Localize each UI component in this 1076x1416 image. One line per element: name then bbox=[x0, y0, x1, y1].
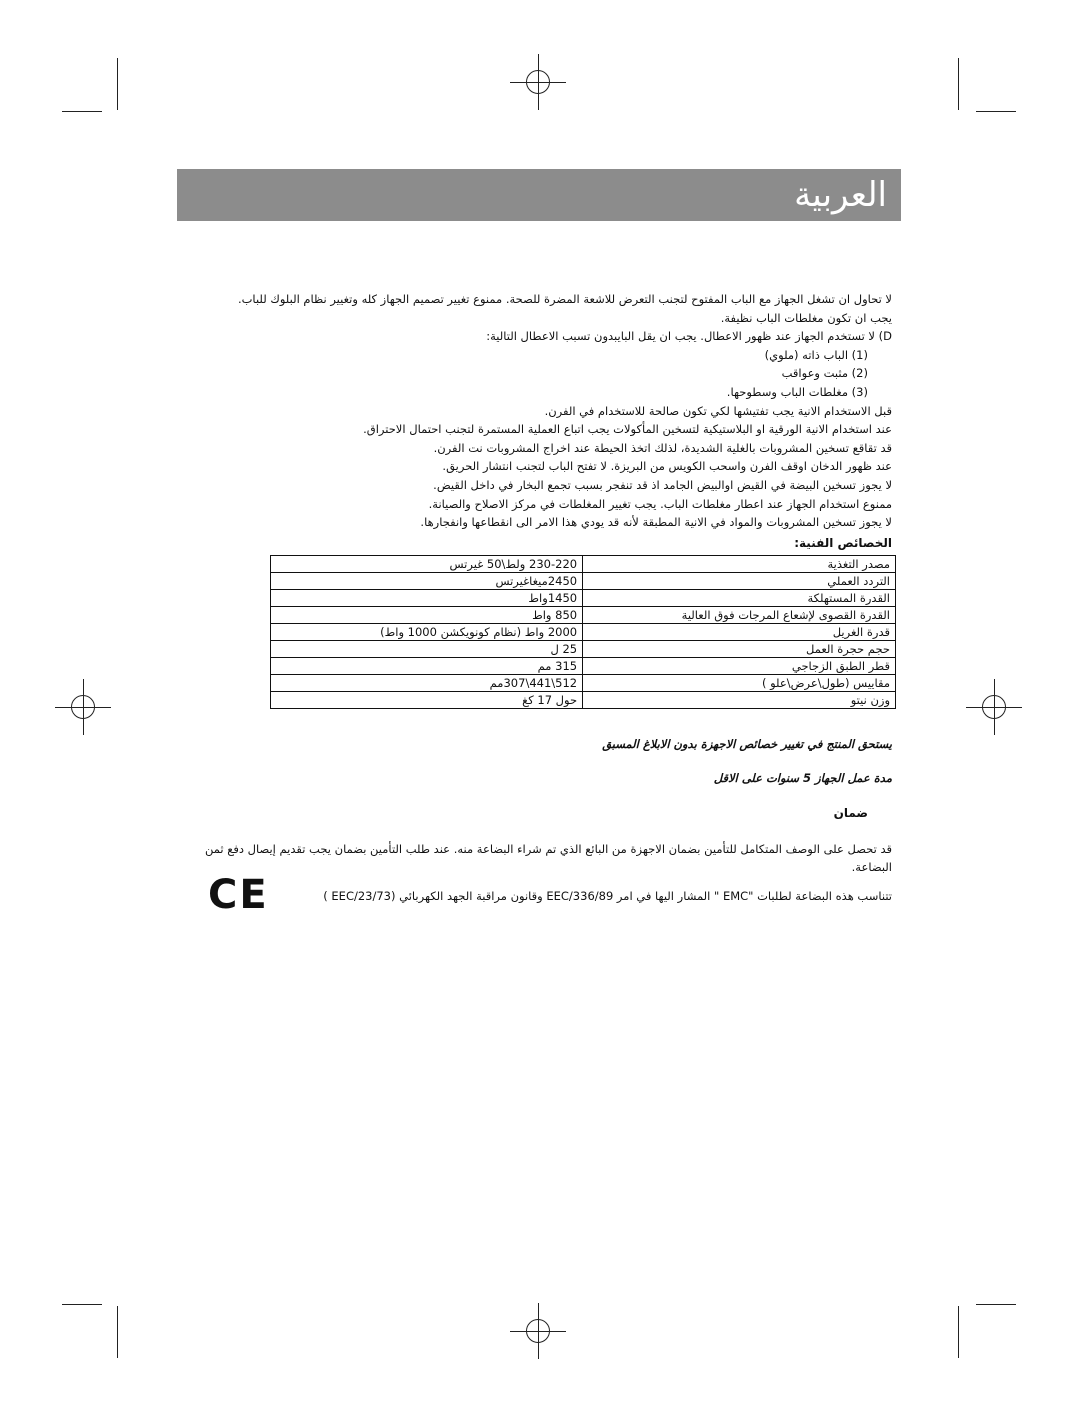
safety-line: عند استخدام الانية الورقية او البلاستيكية لتسخين المأكولات يجب اتباع العملية المستمرة لتجنب احتمال الاحتراق. bbox=[363, 422, 892, 437]
safety-line: D) لا تستخدم الجهاز عند ظهور الاعطال. يجب ان يقل البايبدون تسبب الاعطال التالية: bbox=[486, 329, 892, 344]
crop-mark-top-left-v bbox=[117, 58, 118, 110]
spec-label: قدرة الغريل bbox=[583, 624, 896, 641]
ce-mark-logo: CE bbox=[208, 872, 269, 918]
safety-line: (3) مغلطات الباب وسطوحها. bbox=[726, 384, 868, 399]
spec-value: 315 مم bbox=[271, 658, 583, 675]
spec-label: قطر الطبق الزجاجي bbox=[583, 658, 896, 675]
spec-label: مصدر التغذية bbox=[583, 556, 896, 573]
spec-value: 850 واط bbox=[271, 607, 583, 624]
safety-instructions bbox=[200, 290, 892, 532]
service-life-note: مدة عمل الجهاز 5 سنوات على الاقل bbox=[713, 771, 892, 785]
crop-mark-bottom-left-h bbox=[62, 1304, 102, 1305]
crop-mark-bottom-right-h bbox=[976, 1304, 1016, 1305]
crop-mark-bottom-left-v bbox=[117, 1306, 118, 1358]
crop-mark-top-right-h bbox=[976, 111, 1016, 112]
table-row bbox=[271, 573, 896, 590]
spec-label: مقاييس (طول\عرض\علو ) bbox=[583, 675, 896, 692]
table-row bbox=[271, 590, 896, 607]
spec-value: 1450واط bbox=[271, 590, 583, 607]
page-title: العربية bbox=[794, 175, 887, 215]
crop-mark-top-right-v bbox=[958, 58, 959, 110]
spec-label: حجم حجرة العمل bbox=[583, 641, 896, 658]
spec-value: 25 ل bbox=[271, 641, 583, 658]
spec-label: القدرة المستهلكة bbox=[583, 590, 896, 607]
spec-value: 230-220 ولط\50 غيرتس bbox=[271, 556, 583, 573]
right-to-change-note: يستحق المنتج في تغيير خصائص الاجهزة بدون الابلاغ المسبق bbox=[602, 737, 892, 751]
table-row bbox=[271, 641, 896, 658]
safety-line: (1) الباب ذاته (ملوي) bbox=[764, 347, 868, 362]
spec-value: 512\441\307مم bbox=[271, 675, 583, 692]
table-row bbox=[271, 624, 896, 641]
safety-line: ممنوع استخدام الجهاز عند اعطار مغلطات الباب. يجب تغيير المغلطات في مركز الاصلاح والصيانة. bbox=[428, 496, 892, 511]
specs-table bbox=[270, 555, 896, 709]
safety-line: لا يجوز تسخين المشروبات والمواد في الانية المطبقة لأنه قد يودي هذا الامر الى انقطاعها وانفجارها. bbox=[420, 515, 892, 530]
warranty-paragraph: قد تحصل على الوصف المتكامل للتأمين بضمان الاجهزة من البائع الذي تم شراء البضاعة منه. عند طلب التأمين بضمان يجب تقديم إيصال دفع ثمن البضاعة. bbox=[204, 842, 892, 874]
safety-line: قبل الاستخدام الانية يجب تفتيشها لكي تكون صالحة للاستخدام في الفرن. bbox=[544, 403, 892, 418]
compliance-statement: تتناسب هذه البضاعة لطلبات "EMC " المشار اليها في امر EEC/336/89 وقانون مراقبة الجهد الكهربائي (EEC/23/73 ) bbox=[323, 889, 892, 903]
language-header-bar bbox=[177, 169, 901, 221]
safety-line: لا يجوز تسخين البيضة في القيض اوالبيض الجامد اذ قد تنفجر بسبب تجمع البخار في داخل القيض. bbox=[433, 477, 892, 492]
spec-label: وزن نيتو bbox=[583, 692, 896, 709]
warranty-text bbox=[196, 840, 892, 876]
spec-value: حول 17 كغ bbox=[271, 692, 583, 709]
table-row bbox=[271, 607, 896, 624]
specs-heading: الخصائص الفنية: bbox=[794, 536, 892, 550]
spec-label: التردد العملي bbox=[583, 573, 896, 590]
spec-value: 2000 واط (نظام كونويكشن 1000 واط) bbox=[271, 624, 583, 641]
warranty-title: ضمان bbox=[833, 806, 868, 820]
table-row bbox=[271, 675, 896, 692]
table-row bbox=[271, 658, 896, 675]
crop-mark-top-left-h bbox=[62, 111, 102, 112]
spec-label: القدرة القصوى لإشعاع المرجات فوق العالية bbox=[583, 607, 896, 624]
safety-line: يجب ان تكون مغلطات الباب نظيفة. bbox=[720, 310, 892, 325]
crop-mark-bottom-right-v bbox=[958, 1306, 959, 1358]
table-row bbox=[271, 692, 896, 709]
safety-line: قد تقاقع تسخين المشروبات بالغلية الشديدة، لذلك اتخذ الحيطة عند اخراج المشروبات نت الفرن. bbox=[433, 440, 892, 455]
spec-value: 2450ميغاغيرتس bbox=[271, 573, 583, 590]
table-row bbox=[271, 556, 896, 573]
safety-line: لا تحاول ان تشغل الجهاز مع الباب المفتوح لتجنب التعرض للاشعة المضرة للصحة. ممنوع تغيير تصميم الجهاز كله وتغيير نظام البلوك للباب. bbox=[237, 292, 892, 306]
safety-line: (2) مثبت وعواقب bbox=[781, 366, 868, 381]
safety-line: عند ظهور الدخان اوقف الفرن واسحب الكويس من البريزة. لا تفتح الباب لتجنب انتشار الحريق. bbox=[442, 459, 892, 474]
